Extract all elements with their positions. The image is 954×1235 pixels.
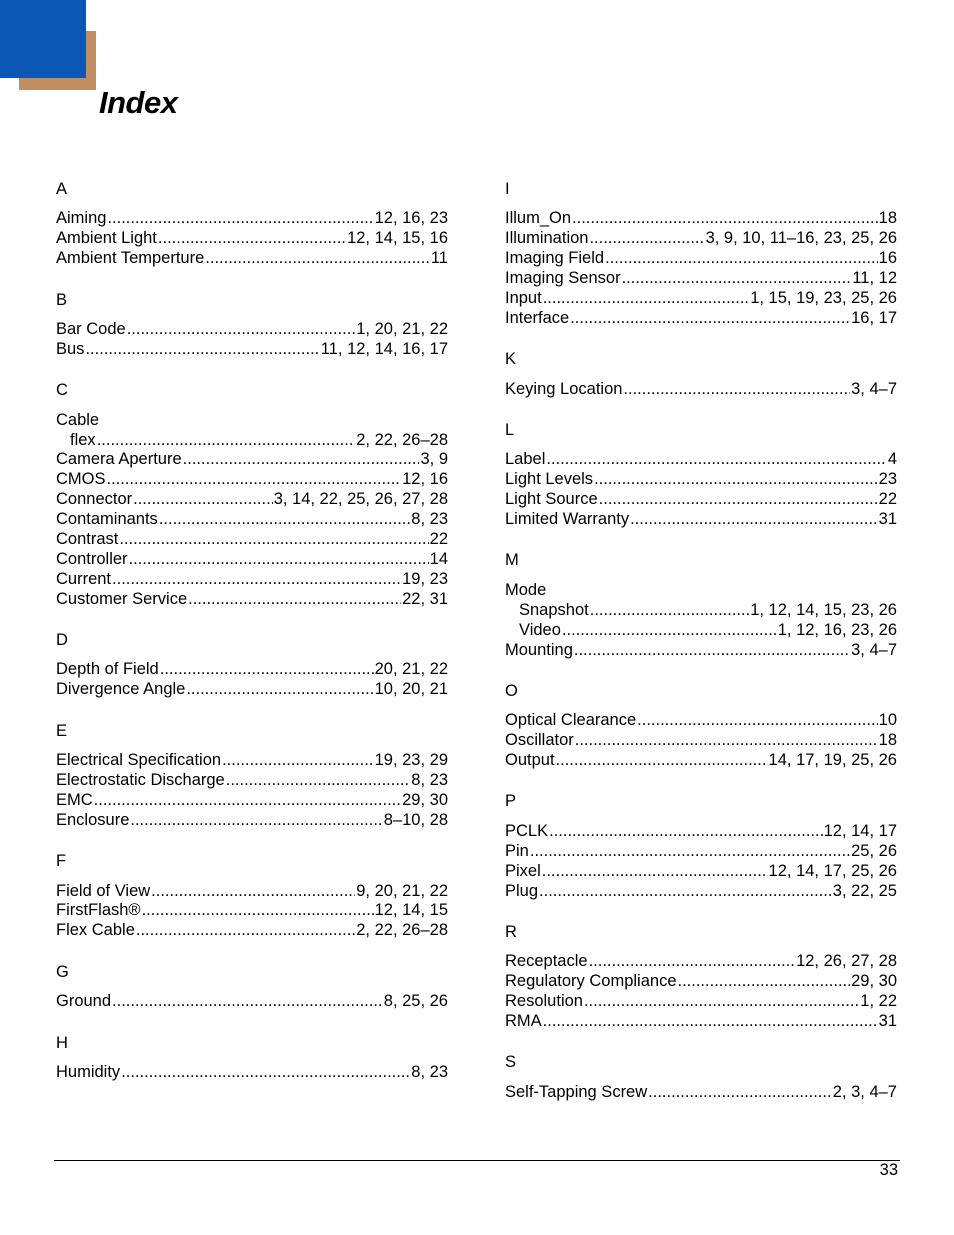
- index-entry: [505, 380, 897, 400]
- index-entry: [56, 470, 448, 490]
- index-entry: [56, 590, 448, 610]
- index-pages: 12, 26, 27, 28: [796, 952, 897, 971]
- index-term: CMOS: [56, 470, 106, 489]
- index-term: Bus: [56, 339, 85, 358]
- dot-leader: [151, 882, 355, 902]
- dot-leader: [678, 972, 851, 992]
- index-pages: 3, 4–7: [851, 379, 897, 398]
- index-term: Flex Cable: [56, 921, 135, 940]
- dot-leader: [575, 731, 878, 751]
- index-term: Field of View: [56, 881, 151, 900]
- dot-leader: [648, 1083, 832, 1103]
- index-entry: [505, 862, 897, 882]
- index-pages: 1, 12, 16, 23, 26: [777, 620, 897, 639]
- index-term: Plug: [505, 881, 539, 900]
- index-entry: [56, 530, 448, 550]
- index-pages: 31: [878, 510, 897, 529]
- index-entry: [505, 711, 897, 731]
- index-term: Input: [505, 288, 542, 307]
- index-section-d: [56, 631, 448, 700]
- section-letter: R: [505, 922, 517, 941]
- index-pages: 23: [878, 470, 897, 489]
- section-letter: H: [56, 1033, 68, 1052]
- index-pages: 10, 20, 21: [374, 680, 448, 699]
- index-entry: [505, 731, 897, 751]
- index-subentry: [505, 601, 897, 621]
- dot-leader: [623, 380, 850, 400]
- index-section-m: [505, 551, 897, 660]
- index-pages: 10: [878, 711, 897, 730]
- dot-leader: [226, 771, 411, 791]
- index-entry: [56, 771, 448, 791]
- index-entry: [505, 309, 897, 329]
- index-entry: [56, 229, 448, 249]
- page-number: 33: [879, 1161, 898, 1179]
- index-term: flex: [70, 430, 96, 449]
- index-section-e: [56, 722, 448, 831]
- index-pages: 12, 16, 23: [374, 209, 448, 228]
- dot-leader: [186, 680, 373, 700]
- index-entry: [505, 490, 897, 510]
- dot-leader: [129, 550, 429, 570]
- section-letter: O: [505, 681, 518, 700]
- index-term: Divergence Angle: [56, 680, 186, 699]
- dot-leader: [183, 450, 420, 470]
- dot-leader: [133, 490, 273, 510]
- index-pages: 8–10, 28: [383, 810, 448, 829]
- dot-leader: [107, 470, 402, 490]
- index-pages: 3, 4–7: [851, 640, 897, 659]
- index-term: Optical Clearance: [505, 711, 637, 730]
- index-term: Aiming: [56, 209, 107, 228]
- section-letter: F: [56, 852, 67, 871]
- index-entry: [56, 249, 448, 269]
- index-entry: [56, 340, 448, 360]
- index-term: Self-Tapping Screw: [505, 1082, 648, 1101]
- index-entry: [505, 882, 897, 902]
- index-entry: [56, 510, 448, 530]
- index-pages: 3, 9, 10, 11–16, 23, 25, 26: [705, 229, 897, 248]
- page-title: Index: [99, 85, 178, 120]
- index-entry: [505, 470, 897, 490]
- dot-leader: [112, 992, 383, 1012]
- index-term: Pixel: [505, 861, 541, 880]
- index-pages: 12, 14, 17: [823, 821, 897, 840]
- dot-leader: [542, 862, 768, 882]
- section-letter: P: [505, 792, 517, 811]
- index-subentry: [505, 621, 897, 641]
- index-entry: [505, 269, 897, 289]
- index-term: Bar Code: [56, 319, 126, 338]
- section-letter: D: [56, 631, 68, 650]
- index-term: Regulatory Compliance: [505, 972, 677, 991]
- corner-tab-blue: [0, 0, 86, 78]
- index-section-i: [505, 180, 897, 329]
- index-entry: [56, 320, 448, 340]
- index-term: Customer Service: [56, 589, 188, 608]
- dot-leader: [136, 921, 355, 941]
- dot-leader: [562, 621, 777, 641]
- dot-leader: [107, 209, 373, 229]
- index-entry: [505, 450, 897, 470]
- index-entry: [505, 249, 897, 269]
- index-entry: [505, 1012, 897, 1032]
- index-pages: 29, 30: [851, 972, 897, 991]
- index-pages: 14, 17, 19, 25, 26: [768, 751, 897, 770]
- dot-leader: [127, 320, 356, 340]
- dot-leader: [599, 490, 878, 510]
- index-term: Current: [56, 569, 112, 588]
- index-term: Snapshot: [519, 600, 589, 619]
- index-term: Ambient Light: [56, 229, 157, 248]
- index-pages: 29, 30: [402, 790, 448, 809]
- dot-leader: [594, 470, 878, 490]
- index-term: Resolution: [505, 992, 583, 1011]
- index-entry: [56, 811, 448, 831]
- index-section-c: [56, 381, 448, 609]
- index-entry: [56, 791, 448, 811]
- index-term: Contaminants: [56, 510, 158, 529]
- index-term: Cable: [56, 410, 100, 429]
- index-term: RMA: [505, 1012, 542, 1030]
- index-pages: 2, 3, 4–7: [832, 1082, 897, 1101]
- index-term: PCLK: [505, 821, 549, 840]
- index-pages: 12, 14, 15: [374, 901, 448, 920]
- index-pages: 19, 23: [402, 569, 448, 588]
- index-entry: [56, 751, 448, 771]
- index-pages: 8, 25, 26: [383, 992, 448, 1011]
- index-pages: 16: [878, 249, 897, 268]
- section-letter: A: [56, 180, 68, 198]
- dot-leader: [121, 1063, 410, 1083]
- dot-leader: [584, 992, 859, 1012]
- index-entry: [505, 822, 897, 842]
- footer-rule: [54, 1160, 900, 1161]
- index-entry: [56, 209, 448, 229]
- index-term: Ambient Temperture: [56, 249, 205, 268]
- index-entry: [505, 751, 897, 771]
- index-pages: 4: [887, 450, 897, 469]
- dot-leader: [543, 289, 750, 309]
- dot-leader: [605, 249, 878, 269]
- section-letter: B: [56, 290, 68, 309]
- dot-leader: [630, 510, 878, 530]
- index-column-left: [56, 180, 448, 1104]
- index-entry: [56, 490, 448, 510]
- dot-leader: [570, 309, 850, 329]
- index-pages: 14: [429, 549, 448, 568]
- index-pages: 1, 20, 21, 22: [356, 319, 448, 338]
- dot-leader: [222, 751, 374, 771]
- index-section-o: [505, 682, 897, 771]
- index-entry: [56, 1063, 448, 1083]
- dot-leader: [543, 1012, 878, 1032]
- dot-leader: [205, 249, 430, 269]
- section-letter: C: [56, 381, 68, 400]
- index-term: Mode: [505, 580, 547, 599]
- index-term: Illum_On: [505, 209, 572, 228]
- index-term: Ground: [56, 992, 112, 1011]
- index-entry: [505, 581, 897, 601]
- index-term: Enclosure: [56, 810, 130, 829]
- index-term: Video: [519, 620, 561, 639]
- index-pages: 25, 26: [851, 841, 897, 860]
- index-entry: [56, 550, 448, 570]
- dot-leader: [142, 901, 374, 921]
- index-term: Contrast: [56, 529, 119, 548]
- index-entry: [56, 992, 448, 1012]
- index-pages: 18: [878, 731, 897, 750]
- index-pages: 8, 23: [411, 510, 448, 529]
- index-pages: 19, 23, 29: [374, 751, 448, 770]
- dot-leader: [97, 431, 356, 451]
- index-entry: [56, 660, 448, 680]
- index-entry: [56, 411, 448, 431]
- index-entry: [505, 510, 897, 530]
- index-entry: [505, 641, 897, 661]
- index-term: Imaging Field: [505, 249, 605, 268]
- dot-leader: [85, 340, 319, 360]
- index-term: Connector: [56, 490, 133, 509]
- index-pages: 8, 23: [411, 1062, 448, 1081]
- index-section-s: [505, 1053, 897, 1102]
- dot-leader: [530, 842, 850, 862]
- index-pages: 9, 20, 21, 22: [356, 881, 448, 900]
- index-pages: 2, 22, 26–28: [356, 430, 448, 449]
- dot-leader: [589, 229, 704, 249]
- dot-leader: [539, 882, 832, 902]
- index-entry: [56, 450, 448, 470]
- index-term: Depth of Field: [56, 660, 159, 679]
- section-letter: L: [505, 421, 515, 440]
- dot-leader: [574, 641, 850, 661]
- section-letter: K: [505, 350, 517, 369]
- dot-leader: [546, 450, 886, 470]
- index-pages: 8, 23: [411, 770, 448, 789]
- index-section-p: [505, 792, 897, 901]
- index-subentry: [56, 431, 448, 451]
- dot-leader: [589, 952, 796, 972]
- index-pages: 1, 15, 19, 23, 25, 26: [750, 288, 897, 307]
- index-term: Limited Warranty: [505, 510, 630, 529]
- index-pages: 12, 16: [402, 470, 448, 489]
- index-term: Light Levels: [505, 470, 594, 489]
- dot-leader: [158, 229, 346, 249]
- index-pages: 1, 12, 14, 15, 23, 26: [750, 600, 897, 619]
- section-letter: E: [56, 721, 68, 740]
- index-section-b: [56, 291, 448, 360]
- index-entry: [505, 972, 897, 992]
- index-term: Electrostatic Discharge: [56, 770, 225, 789]
- index-entry: [505, 842, 897, 862]
- index-pages: 11: [430, 249, 448, 268]
- index-term: FirstFlash®: [56, 901, 141, 920]
- dot-leader: [637, 711, 877, 731]
- index-section-h: [56, 1034, 448, 1083]
- index-section-a: [56, 180, 448, 269]
- index-pages: 31: [878, 1012, 897, 1030]
- index-entry: [505, 1083, 897, 1103]
- dot-leader: [572, 209, 878, 229]
- index-term: Output: [505, 751, 555, 770]
- dot-leader: [94, 791, 401, 811]
- dot-leader: [130, 811, 382, 831]
- index-pages: 3, 9: [420, 450, 448, 469]
- index-term: Oscillator: [505, 731, 574, 750]
- index-pages: 16, 17: [851, 308, 897, 327]
- index-entry: [505, 992, 897, 1012]
- index-section-g: [56, 963, 448, 1012]
- dot-leader: [188, 590, 401, 610]
- index-term: Humidity: [56, 1062, 121, 1081]
- index-term: Controller: [56, 549, 128, 568]
- index-pages: 12, 14, 17, 25, 26: [768, 861, 897, 880]
- index-term: Camera Aperture: [56, 450, 182, 469]
- index-pages: 3, 22, 25: [832, 881, 897, 900]
- section-letter: M: [505, 551, 519, 570]
- index-entry: [505, 289, 897, 309]
- index-entry: [505, 229, 897, 249]
- section-letter: S: [505, 1053, 517, 1072]
- index-term: Interface: [505, 308, 570, 327]
- index-term: Imaging Sensor: [505, 269, 621, 288]
- index-term: Electrical Specification: [56, 751, 222, 770]
- index-entry: [505, 952, 897, 972]
- index-term: EMC: [56, 790, 93, 809]
- dot-leader: [549, 822, 822, 842]
- index-section-k: [505, 350, 897, 399]
- dot-leader: [622, 269, 852, 289]
- index-section-r: [505, 923, 897, 1032]
- index-term: Mounting: [505, 640, 573, 659]
- index-entry: [56, 901, 448, 921]
- index-section-l: [505, 421, 897, 530]
- index-entry: [56, 570, 448, 590]
- dot-leader: [556, 751, 768, 771]
- index-column-right: [505, 180, 897, 1124]
- dot-leader: [119, 530, 428, 550]
- index-pages: 12, 14, 15, 16: [347, 229, 448, 248]
- index-pages: 22: [429, 529, 448, 548]
- index-pages: 11, 12: [852, 269, 897, 288]
- index-pages: 1, 22: [860, 992, 897, 1011]
- index-pages: 3, 14, 22, 25, 26, 27, 28: [273, 490, 448, 509]
- index-pages: 11, 12, 14, 16, 17: [320, 339, 448, 358]
- index-term: Keying Location: [505, 379, 623, 398]
- index-term: Receptacle: [505, 952, 588, 971]
- dot-leader: [160, 660, 374, 680]
- section-letter: G: [56, 962, 69, 981]
- index-pages: 18: [878, 209, 897, 228]
- index-term: Light Source: [505, 490, 598, 509]
- dot-leader: [590, 601, 749, 621]
- index-entry: [56, 921, 448, 941]
- section-letter: I: [505, 180, 510, 198]
- index-section-f: [56, 852, 448, 941]
- index-pages: 22: [878, 490, 897, 509]
- index-term: Label: [505, 450, 546, 469]
- index-entry: [56, 882, 448, 902]
- index-term: Illumination: [505, 229, 589, 248]
- index-pages: 20, 21, 22: [374, 660, 448, 679]
- dot-leader: [112, 570, 401, 590]
- index-pages: 22, 31: [402, 589, 448, 608]
- index-pages: 2, 22, 26–28: [356, 921, 448, 940]
- index-entry: [56, 680, 448, 700]
- index-entry: [505, 209, 897, 229]
- dot-leader: [159, 510, 410, 530]
- index-term: Pin: [505, 841, 529, 860]
